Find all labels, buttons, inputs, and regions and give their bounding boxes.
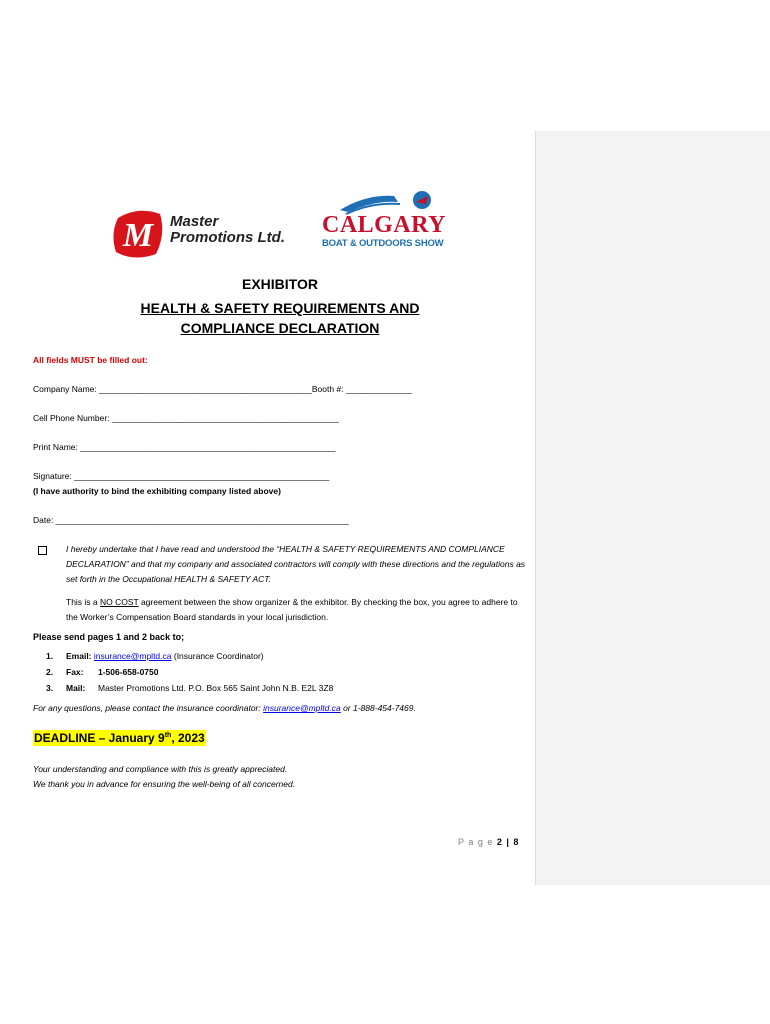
agreement-before: This is a [66, 597, 101, 607]
page-number [458, 837, 519, 847]
heading-line-3: COMPLIANCE DECLARATION [180, 320, 380, 336]
email-link[interactable]: insurance@mpltd.ca [93, 651, 172, 661]
list-number: 3. [46, 683, 54, 693]
master-promotions-logo [112, 208, 302, 260]
comment-pane [535, 131, 770, 885]
fax-label: Fax: [66, 667, 84, 677]
authority-note: (I have authority to bind the exhibiting company listed above) [33, 486, 281, 496]
page-separator: | [502, 837, 514, 847]
master-promotions-badge-icon [112, 208, 164, 258]
calgary-title: CALGARY [322, 212, 446, 238]
list-item-mail [46, 680, 333, 696]
page-word: P a g e [458, 837, 497, 847]
contact-after: or 1-888-454-7469. [340, 703, 416, 713]
declaration-checkbox[interactable] [38, 546, 47, 555]
deadline-banner [33, 730, 206, 746]
send-back-list [46, 648, 333, 696]
send-back-title: Please send pages 1 and 2 back to; [33, 632, 185, 642]
cell-phone-field[interactable]: Cell Phone Number: ________________________________________________ [33, 413, 339, 423]
declaration-text: I hereby undertake that I have read and understood the “HEALTH & SAFETY REQUIREMENTS AND COMPLIANCE DECLARATION” and that my company and associated contractors will comply with these directions and the regulations as set forth in the Occupational HEALTH & SAFETY ACT. [66, 544, 526, 584]
closing-line-1: Your understanding and compliance with this is greatly appreciated. [33, 764, 288, 774]
master-promotions-wordmark [170, 214, 285, 246]
logo-line-1: Master [170, 213, 219, 230]
closing-line-2: We thank you in advance for ensuring the well-being of all concerned. [33, 779, 296, 789]
mail-label: Mail: [66, 683, 86, 693]
contact-email-link[interactable]: insurance@mpltd.ca [263, 703, 341, 713]
contact-before: For any questions, please contact the insurance coordinator: [33, 703, 264, 713]
no-cost-text: NO COST [100, 597, 139, 607]
list-number: 2. [46, 667, 54, 677]
list-number: 1. [46, 651, 54, 661]
signature-field[interactable]: Signature: ______________________________________________________ [33, 471, 330, 481]
date-field[interactable]: Date: ______________________________________________________________ [33, 515, 349, 525]
page-total: 8 [513, 837, 520, 847]
calgary-subtitle: BOAT & OUTDOORS SHOW [322, 238, 444, 249]
mail-value: Master Promotions Ltd. P.O. Box 565 Saint John N.B. E2L 3Z8 [98, 683, 334, 693]
contact-line [33, 701, 416, 716]
list-item-fax [46, 664, 333, 680]
print-name-field[interactable]: Print Name: ______________________________________________________ [33, 442, 336, 452]
deadline-year: , 2023 [171, 731, 205, 745]
agreement-text [66, 595, 526, 625]
list-item-email [46, 648, 333, 664]
email-label: Email: [66, 651, 92, 661]
fax-value: 1-506-658-0750 [98, 667, 159, 677]
required-note: All fields MUST be filled out: [33, 355, 148, 365]
deadline-sup: th [164, 732, 172, 739]
page-current: 2 [496, 837, 503, 847]
heading-exhibitor: EXHIBITOR [242, 276, 318, 292]
heading-line-2: HEALTH & SAFETY REQUIREMENTS AND [140, 300, 420, 316]
calgary-show-logo [318, 188, 448, 254]
deadline-label: DEADLINE – January 9 [34, 731, 165, 745]
svg-text:M: M [122, 217, 154, 254]
company-name-field[interactable]: Company Name: _____________________________________________Booth #: ______________ [33, 384, 413, 394]
logo-line-2: Promotions Ltd. [170, 229, 285, 246]
email-note: (Insurance Coordinator) [171, 651, 264, 661]
agreement-after: agreement between the show organizer & the exhibitor. By checking the box, you agree to adhere to the Worker’s Compensation Board standards in your local jurisdiction. [66, 597, 518, 622]
